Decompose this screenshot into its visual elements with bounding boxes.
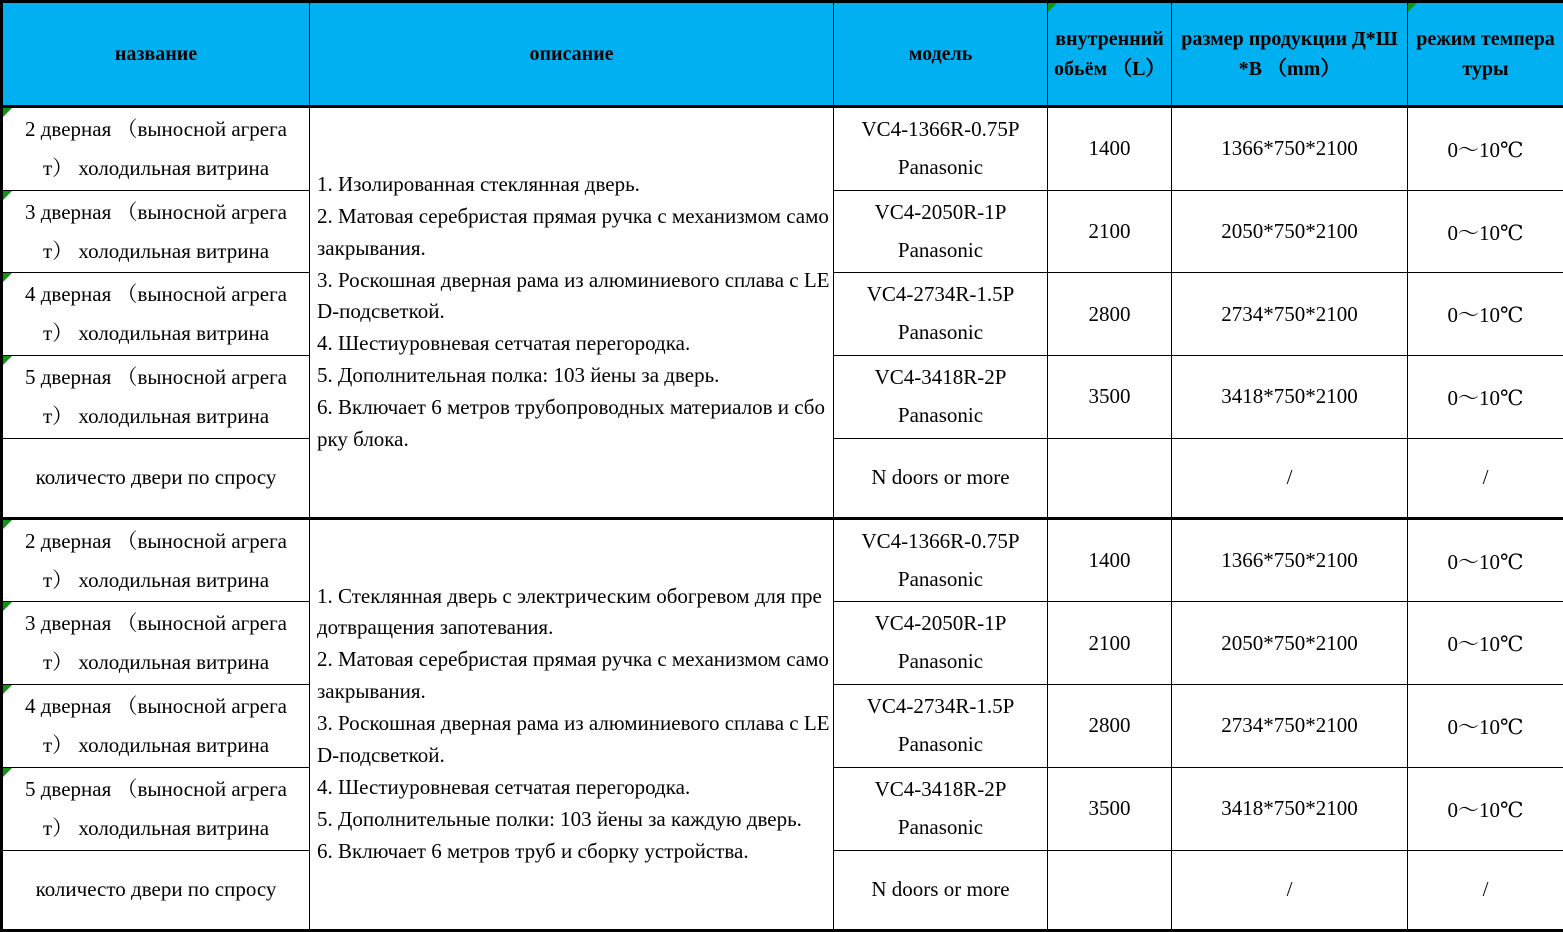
- name-cell: количесто двери по спросу: [2, 850, 310, 930]
- table-row: [2, 107, 1563, 191]
- temp-cell: 0～10℃: [1408, 190, 1563, 273]
- model-cell: VC4-2734R-1.5P Panasonic: [834, 685, 1048, 768]
- excel-error-triangle-icon: [1408, 3, 1417, 12]
- excel-error-triangle-icon: [1048, 3, 1057, 12]
- size-cell: 2734*750*2100: [1172, 685, 1408, 768]
- header-volume: [1048, 2, 1172, 107]
- name-cell: количесто двери по спросу: [2, 438, 310, 518]
- description-item: 5. Дополнительные полки: 103 йены за каждую дверь.: [317, 804, 831, 836]
- temp-cell: 0～10℃: [1408, 518, 1563, 602]
- description-item: 6. Включает 6 метров трубопроводных материалов и сборку блока.: [317, 392, 831, 456]
- model-cell: VC4-2050R-1P Panasonic: [834, 190, 1048, 273]
- size-cell: 2050*750*2100: [1172, 602, 1408, 685]
- table-header: [2, 2, 1563, 107]
- temp-cell: 0～10℃: [1408, 356, 1563, 439]
- name-text: 2 дверная （выносной агрегат） холодильная витрина: [25, 529, 287, 592]
- size-cell: 1366*750*2100: [1172, 518, 1408, 602]
- volume-cell: 3500: [1048, 356, 1172, 439]
- excel-error-triangle-icon: [3, 273, 12, 282]
- size-cell: /: [1172, 850, 1408, 930]
- model-cell: VC4-1366R-0.75P Panasonic: [834, 518, 1048, 602]
- excel-error-triangle-icon: [3, 685, 12, 694]
- header-row: [2, 2, 1563, 107]
- model-cell: VC4-1366R-0.75P Panasonic: [834, 107, 1048, 191]
- header-description: [310, 2, 834, 107]
- excel-error-triangle-icon: [3, 768, 12, 777]
- description-item: 1. Изолированная стеклянная дверь.: [317, 169, 831, 201]
- size-cell: 2050*750*2100: [1172, 190, 1408, 273]
- name-cell: [2, 602, 310, 685]
- name-text: 5 дверная （выносной агрегат） холодильная витрина: [25, 777, 287, 840]
- description-item: 4. Шестиуровневая сетчатая перегородка.: [317, 772, 831, 804]
- name-text: 2 дверная （выносной агрегат） холодильная витрина: [25, 117, 287, 180]
- description-item: 5. Дополнительная полка: 103 йены за дверь.: [317, 360, 831, 392]
- excel-error-triangle-icon: [3, 602, 12, 611]
- size-cell: 3418*750*2100: [1172, 767, 1408, 850]
- name-cell: [2, 107, 310, 191]
- description-item: 3. Роскошная дверная рама из алюминиевого сплава с LED-подсветкой.: [317, 708, 831, 772]
- header-temp: [1408, 2, 1563, 107]
- description-cell: [310, 107, 834, 519]
- volume-cell: 2100: [1048, 602, 1172, 685]
- header-size: [1172, 2, 1408, 107]
- model-cell: N doors or more: [834, 850, 1048, 930]
- header-size-label: размер продукции Д*Ш*В （mm）: [1181, 28, 1398, 80]
- description-item: 6. Включает 6 метров труб и сборку устройства.: [317, 836, 831, 868]
- description-item: 2. Матовая серебристая прямая ручка с механизмом самозакрывания.: [317, 644, 831, 708]
- excel-error-triangle-icon: [3, 356, 12, 365]
- name-cell: [2, 685, 310, 768]
- name-cell: [2, 190, 310, 273]
- description-item: 1. Стеклянная дверь с электрическим обогревом для предотвращения запотевания.: [317, 581, 831, 645]
- volume-cell: 1400: [1048, 107, 1172, 191]
- size-cell: 1366*750*2100: [1172, 107, 1408, 191]
- temp-cell: 0～10℃: [1408, 602, 1563, 685]
- name-text: 4 дверная （выносной агрегат） холодильная витрина: [25, 694, 287, 757]
- description-cell: [310, 518, 834, 930]
- model-cell: VC4-3418R-2P Panasonic: [834, 356, 1048, 439]
- header-name-label: название: [115, 43, 197, 65]
- name-cell: [2, 356, 310, 439]
- header-description-label: описание: [529, 43, 613, 65]
- name-text: 3 дверная （выносной агрегат） холодильная витрина: [25, 200, 287, 263]
- volume-cell: [1048, 438, 1172, 518]
- header-name: [2, 2, 310, 107]
- volume-cell: 3500: [1048, 767, 1172, 850]
- excel-error-triangle-icon: [3, 191, 12, 200]
- volume-cell: 2100: [1048, 190, 1172, 273]
- temp-cell: 0～10℃: [1408, 767, 1563, 850]
- name-cell: [2, 518, 310, 602]
- name-text: 4 дверная （выносной агрегат） холодильная витрина: [25, 282, 287, 345]
- model-cell: VC4-3418R-2P Panasonic: [834, 767, 1048, 850]
- volume-cell: 2800: [1048, 685, 1172, 768]
- volume-cell: 1400: [1048, 518, 1172, 602]
- excel-error-triangle-icon: [3, 520, 12, 529]
- description-item: 3. Роскошная дверная рама из алюминиевого сплава с LED-подсветкой.: [317, 265, 831, 329]
- volume-cell: [1048, 850, 1172, 930]
- size-cell: 2734*750*2100: [1172, 273, 1408, 356]
- temp-cell: 0～10℃: [1408, 273, 1563, 356]
- model-cell: N doors or more: [834, 438, 1048, 518]
- size-cell: 3418*750*2100: [1172, 356, 1408, 439]
- header-model-label: модель: [909, 43, 973, 65]
- name-cell: [2, 767, 310, 850]
- temp-cell: /: [1408, 438, 1563, 518]
- model-cell: VC4-2050R-1P Panasonic: [834, 602, 1048, 685]
- model-cell: VC4-2734R-1.5P Panasonic: [834, 273, 1048, 356]
- description-item: 4. Шестиуровневая сетчатая перегородка.: [317, 328, 831, 360]
- excel-error-triangle-icon: [3, 108, 12, 117]
- temp-cell: 0～10℃: [1408, 685, 1563, 768]
- description-item: 2. Матовая серебристая прямая ручка с механизмом самозакрывания.: [317, 201, 831, 265]
- temp-cell: 0～10℃: [1408, 107, 1563, 191]
- volume-cell: 2800: [1048, 273, 1172, 356]
- table-row: [2, 518, 1563, 602]
- temp-cell: /: [1408, 850, 1563, 930]
- name-cell: [2, 273, 310, 356]
- header-volume-label: внутренний обьём （L）: [1054, 28, 1165, 80]
- size-cell: /: [1172, 438, 1408, 518]
- header-model: [834, 2, 1048, 107]
- name-text: 5 дверная （выносной агрегат） холодильная витрина: [25, 365, 287, 428]
- name-text: 3 дверная （выносной агрегат） холодильная витрина: [25, 611, 287, 674]
- header-temp-label: режим температуры: [1416, 28, 1555, 80]
